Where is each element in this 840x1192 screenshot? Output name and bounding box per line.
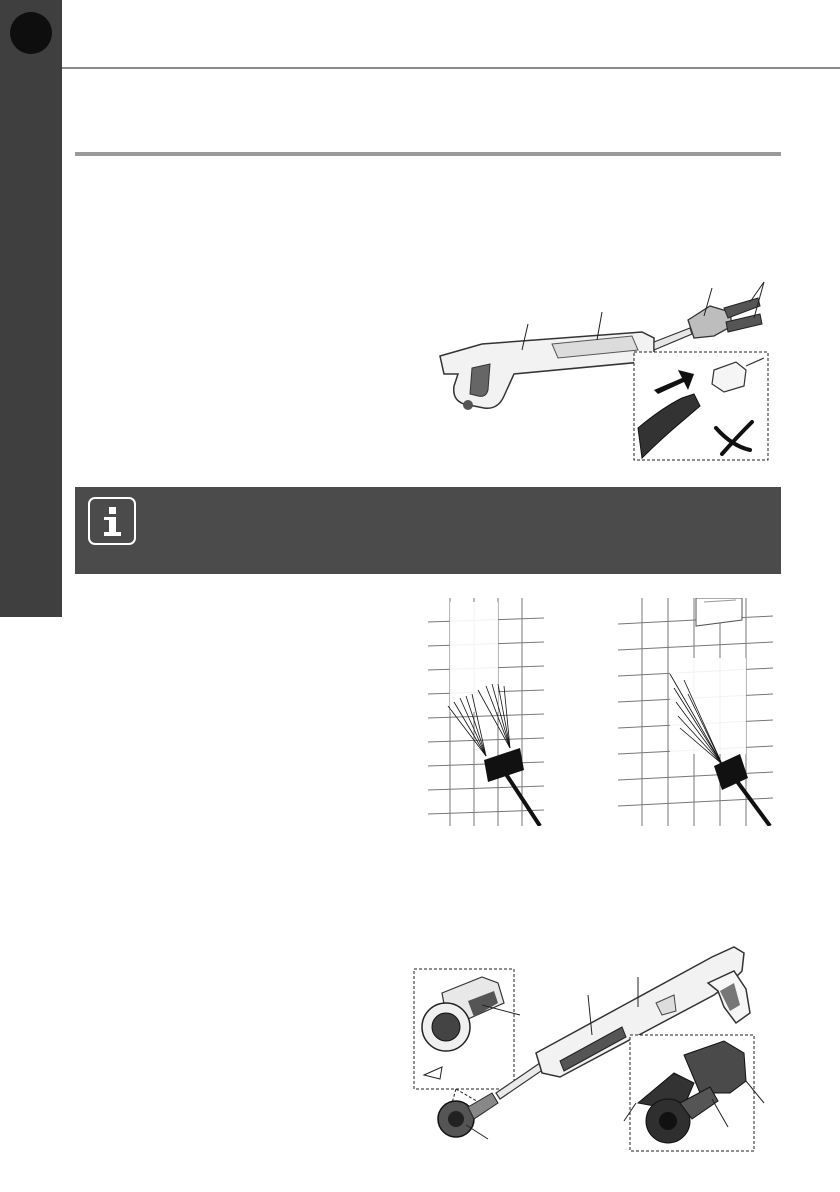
lance-assembly-figure (432, 278, 777, 463)
single-spray-figure (618, 598, 773, 826)
dual-fan-spray-on-tiles-icon (428, 598, 544, 826)
chapter-marker-dot (10, 12, 52, 54)
dual-spray-figure (428, 598, 544, 826)
info-icon (88, 497, 136, 545)
spray-lance-quick-connect-icon (412, 943, 774, 1155)
quick-connect-figure (412, 943, 774, 1155)
section-rule (75, 152, 781, 156)
chapter-side-tab (0, 0, 62, 617)
single-fan-spray-on-tiles-icon (618, 598, 773, 826)
header-rule (62, 67, 840, 69)
spray-lance-with-nozzles-icon (432, 278, 777, 463)
info-note-box (75, 487, 781, 574)
